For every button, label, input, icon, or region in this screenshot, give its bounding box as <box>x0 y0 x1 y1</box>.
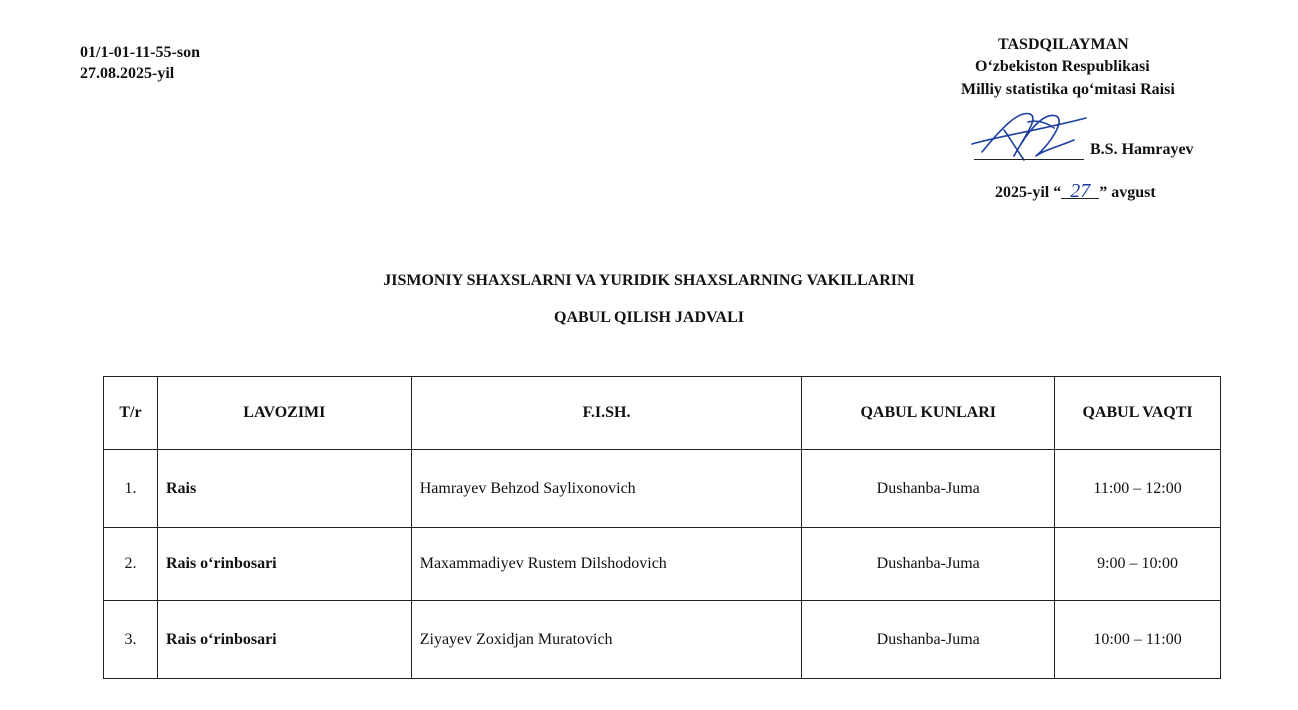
document-title-line-1: JISMONIY SHAXSLARNI VA YURIDIK SHAXSLARNING VAKILLARINI <box>383 272 915 289</box>
approval-date-day: 27 <box>1061 184 1099 199</box>
table-row <box>104 450 1221 528</box>
row-number: 3. <box>104 601 158 679</box>
row-number: 2. <box>104 528 158 601</box>
row-reception-time: 10:00 – 11:00 <box>1055 601 1221 679</box>
table-header-row <box>104 377 1221 450</box>
signature-line <box>974 159 1084 160</box>
row-reception-days: Dushanba-Juma <box>802 450 1055 528</box>
document-date: 27.08.2025-yil <box>80 65 175 82</box>
signer-name: B.S. Hamrayev <box>1090 141 1194 158</box>
row-reception-time: 11:00 – 12:00 <box>1055 450 1221 528</box>
approval-org-line: O‘zbekiston Respublikasi <box>975 58 1150 75</box>
table-row <box>104 528 1221 601</box>
row-number: 1. <box>104 450 158 528</box>
row-position: Rais o‘rinbosari <box>157 601 411 679</box>
document-number: 01/1-01-11-55-son <box>80 44 200 61</box>
approval-date-month: ” avgust <box>1099 184 1156 201</box>
document-reference <box>80 42 200 84</box>
approval-role-line: Milliy statistika qo‘mitasi Raisi <box>961 81 1175 98</box>
header-number: T/r <box>104 377 158 450</box>
table-row <box>104 601 1221 679</box>
header-full-name: F.I.SH. <box>411 377 802 450</box>
row-position: Rais o‘rinbosari <box>157 528 411 601</box>
approval-heading: TASDQILAYMAN <box>998 36 1129 53</box>
row-full-name: Hamrayev Behzod Saylixonovich <box>411 450 802 528</box>
approval-date <box>995 180 1156 202</box>
approval-block <box>940 36 1240 216</box>
row-full-name: Maxammadiyev Rustem Dilshodovich <box>411 528 802 601</box>
row-full-name: Ziyayev Zoxidjan Muratovich <box>411 601 802 679</box>
header-reception-days: QABUL KUNLARI <box>802 377 1055 450</box>
row-reception-days: Dushanba-Juma <box>802 528 1055 601</box>
row-reception-time: 9:00 – 10:00 <box>1055 528 1221 601</box>
approval-date-prefix: 2025-yil “ <box>995 184 1062 201</box>
header-position: LAVOZIMI <box>157 377 411 450</box>
reception-schedule-table <box>103 376 1221 679</box>
document-title-line-2: QABUL QILISH JADVALI <box>554 309 744 326</box>
header-reception-time: QABUL VAQTI <box>1055 377 1221 450</box>
row-position: Rais <box>157 450 411 528</box>
row-reception-days: Dushanba-Juma <box>802 601 1055 679</box>
